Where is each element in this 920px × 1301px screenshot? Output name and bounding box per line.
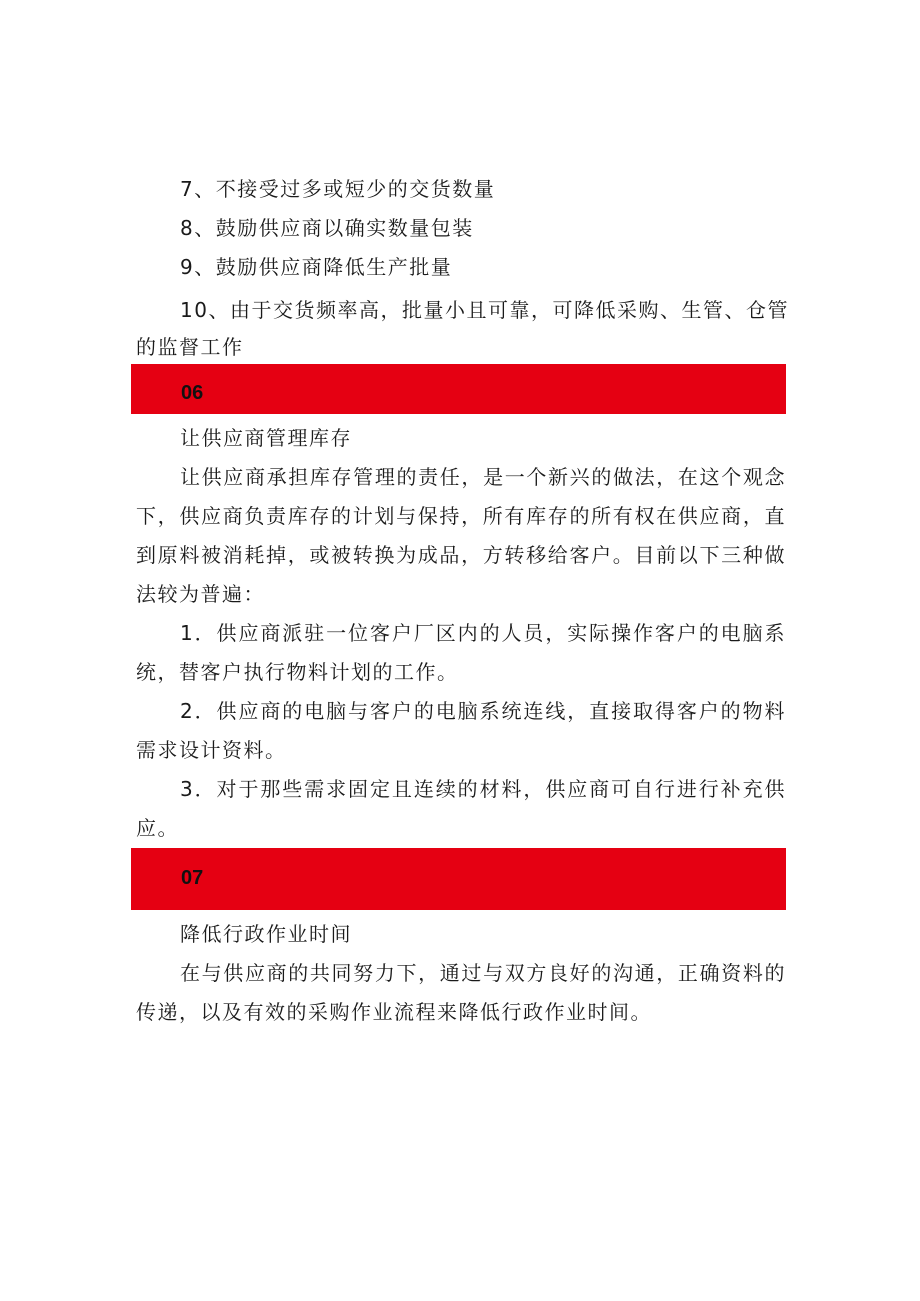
section-07-number: 07 [181,867,204,889]
list-item-10-line-1: 10、由于交货频率高，批量小且可靠，可降低采购、生管、仓管 [180,298,789,322]
section-06-point-2-line-2: 需求设计资料。 [136,738,287,762]
list-item-7: 7、不接受过多或短少的交货数量 [180,177,496,201]
section-07-body-line-2: 传递，以及有效的采购作业流程来降低行政作业时间。 [136,1000,652,1024]
list-item-8: 8、鼓励供应商以确实数量包装 [180,216,474,240]
section-06-title: 让供应商管理库存 [180,426,352,450]
section-06-number: 06 [181,382,204,404]
section-06-intro-line-4: 法较为普遍： [136,582,265,606]
section-07-body-line-1: 在与供应商的共同努力下，通过与双方良好的沟通，正确资料的 [180,961,786,985]
section-06-point-3-line-2: 应。 [136,816,179,840]
list-item-10-line-2: 的监督工作 [136,335,244,359]
section-06-point-3-line-1: 3．对于那些需求固定且连续的材料，供应商可自行进行补充供 [180,777,786,801]
section-07-banner [131,848,786,910]
section-06-intro-line-3: 到原料被消耗掉，或被转换为成品，方转移给客户。目前以下三种做 [136,543,786,567]
list-item-9: 9、鼓励供应商降低生产批量 [180,255,453,279]
section-06-point-1-line-2: 统，替客户执行物料计划的工作。 [136,660,459,684]
section-06-point-2-line-1: 2．供应商的电脑与客户的电脑系统连线，直接取得客户的物料 [180,699,786,723]
section-06-intro-line-1: 让供应商承担库存管理的责任，是一个新兴的做法，在这个观念 [180,465,786,489]
section-06-point-1-line-1: 1．供应商派驻一位客户厂区内的人员，实际操作客户的电脑系 [180,621,786,645]
section-06-banner [131,364,786,414]
section-07-title: 降低行政作业时间 [180,922,352,946]
section-06-intro-line-2: 下，供应商负责库存的计划与保持，所有库存的所有权在供应商，直 [136,504,786,528]
